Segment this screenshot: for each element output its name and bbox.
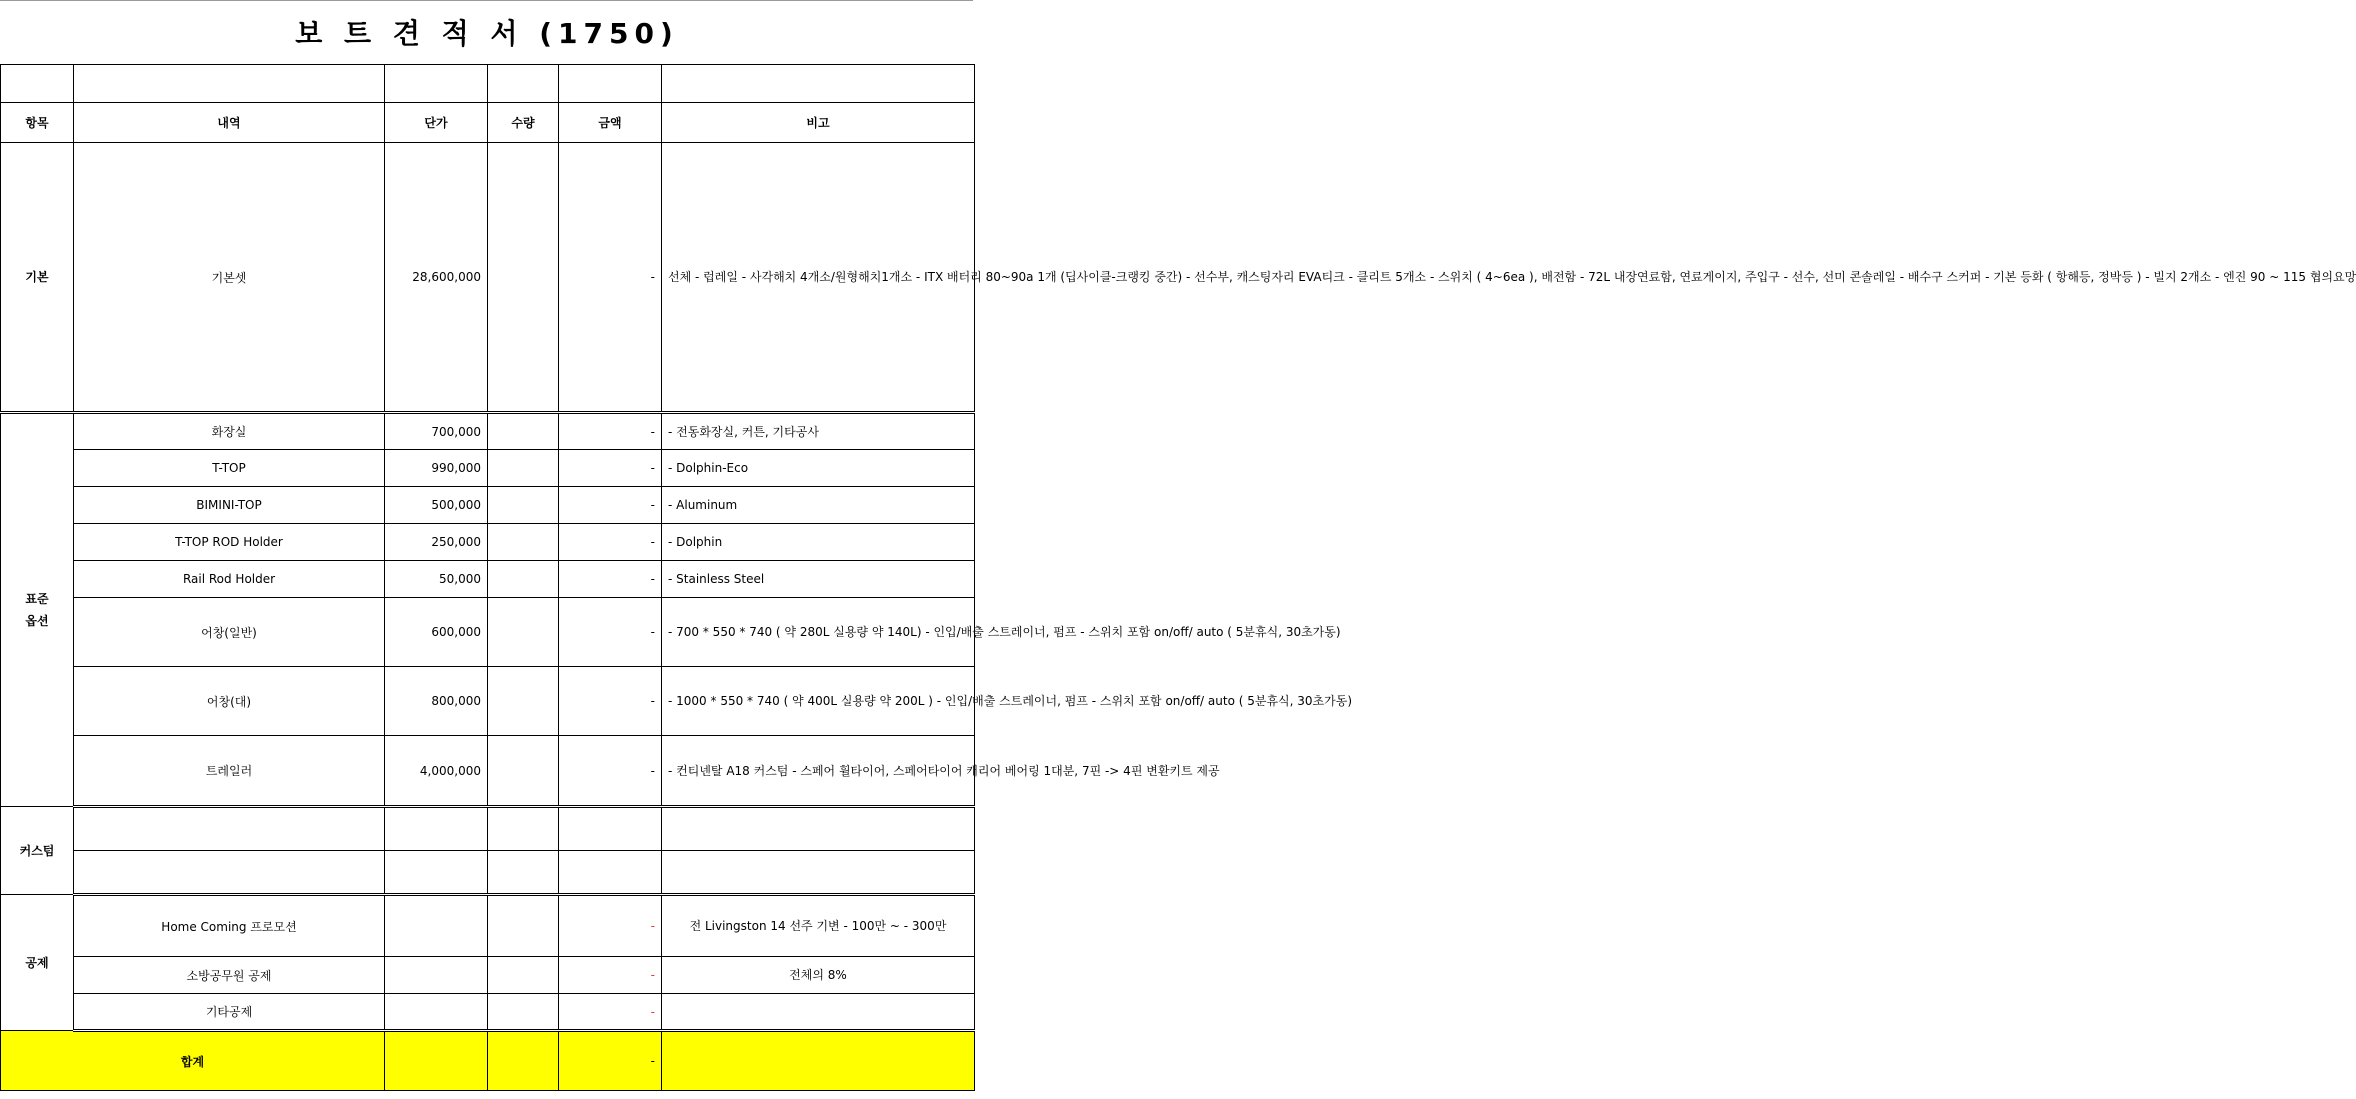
option-qty[interactable] xyxy=(488,561,559,598)
option-qty[interactable] xyxy=(488,736,559,807)
deduction-detail[interactable]: 기타공제 xyxy=(74,994,385,1031)
option-remarks[interactable]: - 700 * 550 * 740 ( 약 280L 실용량 약 140L) - 인입/배출 스트레이너, 펌프 - 스위치 포함 on/off/ auto ( 5분휴식, 30초가동) xyxy=(662,598,975,667)
total-price[interactable] xyxy=(385,1031,488,1091)
spacer-cell[interactable] xyxy=(559,65,662,103)
option-remarks[interactable]: - 전동화장실, 커튼, 기타공사 xyxy=(662,413,975,450)
custom-cell[interactable] xyxy=(662,851,975,895)
custom-row xyxy=(1,807,975,851)
option-qty[interactable] xyxy=(488,487,559,524)
custom-cell[interactable] xyxy=(662,807,975,851)
deduction-qty[interactable] xyxy=(488,957,559,994)
deduction-qty[interactable] xyxy=(488,994,559,1031)
category-options[interactable]: 표준 옵션 xyxy=(1,413,74,807)
spacer-row xyxy=(1,65,975,103)
option-remarks[interactable]: - Stainless Steel xyxy=(662,561,975,598)
header-item[interactable]: 항목 xyxy=(1,103,74,143)
option-price[interactable]: 500,000 xyxy=(385,487,488,524)
option-remarks[interactable]: - Dolphin xyxy=(662,524,975,561)
spacer-cell[interactable] xyxy=(74,65,385,103)
option-qty[interactable] xyxy=(488,450,559,487)
category-deduction[interactable]: 공제 xyxy=(1,895,74,1031)
deduction-price[interactable] xyxy=(385,994,488,1031)
deduction-row xyxy=(1,994,975,1031)
option-qty[interactable] xyxy=(488,524,559,561)
header-unit-price[interactable]: 단가 xyxy=(385,103,488,143)
option-price[interactable]: 250,000 xyxy=(385,524,488,561)
deduction-remarks[interactable]: 전 Livingston 14 선주 기변 - 100만 ~ - 300만 xyxy=(662,895,975,957)
option-row xyxy=(1,561,975,598)
option-remarks[interactable]: - 1000 * 550 * 740 ( 약 400L 실용량 약 200L ) - 인입/배출 스트레이너, 펌프 - 스위치 포함 on/off/ auto ( 5분휴식, 30초가동) xyxy=(662,667,975,736)
deduction-row xyxy=(1,895,975,957)
basic-row xyxy=(1,143,975,413)
estimate-table xyxy=(0,64,2356,1091)
option-detail[interactable]: T-TOP ROD Holder xyxy=(74,524,385,561)
option-amount[interactable]: - xyxy=(559,667,662,736)
header-row xyxy=(1,103,975,143)
deduction-amount[interactable]: - xyxy=(559,957,662,994)
deduction-amount[interactable]: - xyxy=(559,994,662,1031)
option-amount[interactable]: - xyxy=(559,413,662,450)
option-detail[interactable]: 화장실 xyxy=(74,413,385,450)
deduction-remarks[interactable] xyxy=(662,994,975,1031)
category-basic[interactable]: 기본 xyxy=(1,143,74,413)
option-remarks[interactable]: - Dolphin-Eco xyxy=(662,450,975,487)
option-detail[interactable]: 트레일러 xyxy=(74,736,385,807)
deduction-remarks[interactable]: 전체의 8% xyxy=(662,957,975,994)
total-label[interactable]: 합계 xyxy=(1,1031,385,1091)
spacer-cell[interactable] xyxy=(385,65,488,103)
option-price[interactable]: 700,000 xyxy=(385,413,488,450)
category-custom[interactable]: 커스텀 xyxy=(1,807,74,895)
custom-cell[interactable] xyxy=(488,807,559,851)
option-detail[interactable]: 어창(대) xyxy=(74,667,385,736)
custom-cell[interactable] xyxy=(488,851,559,895)
option-row xyxy=(1,667,975,736)
spacer-cell[interactable] xyxy=(1,65,74,103)
option-amount[interactable]: - xyxy=(559,598,662,667)
header-amount[interactable]: 금액 xyxy=(559,103,662,143)
option-amount[interactable]: - xyxy=(559,524,662,561)
deduction-detail[interactable]: Home Coming 프로모션 xyxy=(74,895,385,957)
option-row xyxy=(1,450,975,487)
option-qty[interactable] xyxy=(488,667,559,736)
header-detail[interactable]: 내역 xyxy=(74,103,385,143)
total-amount[interactable]: - xyxy=(559,1031,662,1091)
option-price[interactable]: 800,000 xyxy=(385,667,488,736)
custom-cell[interactable] xyxy=(559,807,662,851)
option-amount[interactable]: - xyxy=(559,450,662,487)
total-row xyxy=(1,1031,975,1091)
header-remarks[interactable]: 비고 xyxy=(662,103,975,143)
spacer-cell[interactable] xyxy=(488,65,559,103)
option-amount[interactable]: - xyxy=(559,487,662,524)
option-qty[interactable] xyxy=(488,598,559,667)
custom-cell[interactable] xyxy=(385,851,488,895)
option-price[interactable]: 990,000 xyxy=(385,450,488,487)
option-qty[interactable] xyxy=(488,413,559,450)
total-remarks[interactable] xyxy=(662,1031,975,1091)
spacer-cell[interactable] xyxy=(662,65,975,103)
deduction-price[interactable] xyxy=(385,895,488,957)
custom-cell[interactable] xyxy=(559,851,662,895)
option-row xyxy=(1,413,975,450)
deduction-amount[interactable]: - xyxy=(559,895,662,957)
option-row xyxy=(1,736,975,807)
custom-cell[interactable] xyxy=(74,851,385,895)
basic-price[interactable]: 28,600,000 xyxy=(385,143,488,413)
deduction-price[interactable] xyxy=(385,957,488,994)
deduction-row xyxy=(1,957,975,994)
document-title: 보 트 견 적 서 (1750) xyxy=(295,17,679,50)
option-detail[interactable]: Rail Rod Holder xyxy=(74,561,385,598)
deduction-detail[interactable]: 소방공무원 공제 xyxy=(74,957,385,994)
header-qty[interactable]: 수량 xyxy=(488,103,559,143)
option-amount[interactable]: - xyxy=(559,561,662,598)
basic-amount[interactable]: - xyxy=(559,143,662,413)
total-qty[interactable] xyxy=(488,1031,559,1091)
option-amount[interactable]: - xyxy=(559,736,662,807)
option-detail[interactable]: T-TOP xyxy=(74,450,385,487)
option-detail[interactable]: BIMINI-TOP xyxy=(74,487,385,524)
option-row xyxy=(1,487,975,524)
option-detail[interactable]: 어창(일반) xyxy=(74,598,385,667)
basic-qty[interactable] xyxy=(488,143,559,413)
basic-remarks[interactable]: 선체 - 럽레일 - 사각해치 4개소/원형해치1개소 - ITX 배터리 80~90a 1개 (딥사이클-크랭킹 중간) - 선수부, 캐스팅자리 EVA티크 - 클리트 5개소 - 스위치 ( 4~6ea ), 배전함 - 72L 내장연료함, 연료게이지, 주입구 - 선수, 선미 콘솔레일 - 배수구 스커퍼 - 기본 등화 ( 항해등, 정박등 ) - 빌지 2개소 - 엔진 90 ~ 115 협의요망 xyxy=(662,143,975,413)
option-remarks[interactable]: - 컨티넨탈 A18 커스텀 - 스페어 휠타이어, 스페어타이어 캐리어 베어링 1대분, 7핀 -> 4핀 변환키트 제공 xyxy=(662,736,975,807)
custom-cell[interactable] xyxy=(74,807,385,851)
option-price[interactable]: 600,000 xyxy=(385,598,488,667)
option-row xyxy=(1,598,975,667)
custom-cell[interactable] xyxy=(385,807,488,851)
custom-row xyxy=(1,851,975,895)
option-price[interactable]: 4,000,000 xyxy=(385,736,488,807)
option-price[interactable]: 50,000 xyxy=(385,561,488,598)
basic-detail[interactable]: 기본셋 xyxy=(74,143,385,413)
deduction-qty[interactable] xyxy=(488,895,559,957)
option-row xyxy=(1,524,975,561)
option-remarks[interactable]: - Aluminum xyxy=(662,487,975,524)
